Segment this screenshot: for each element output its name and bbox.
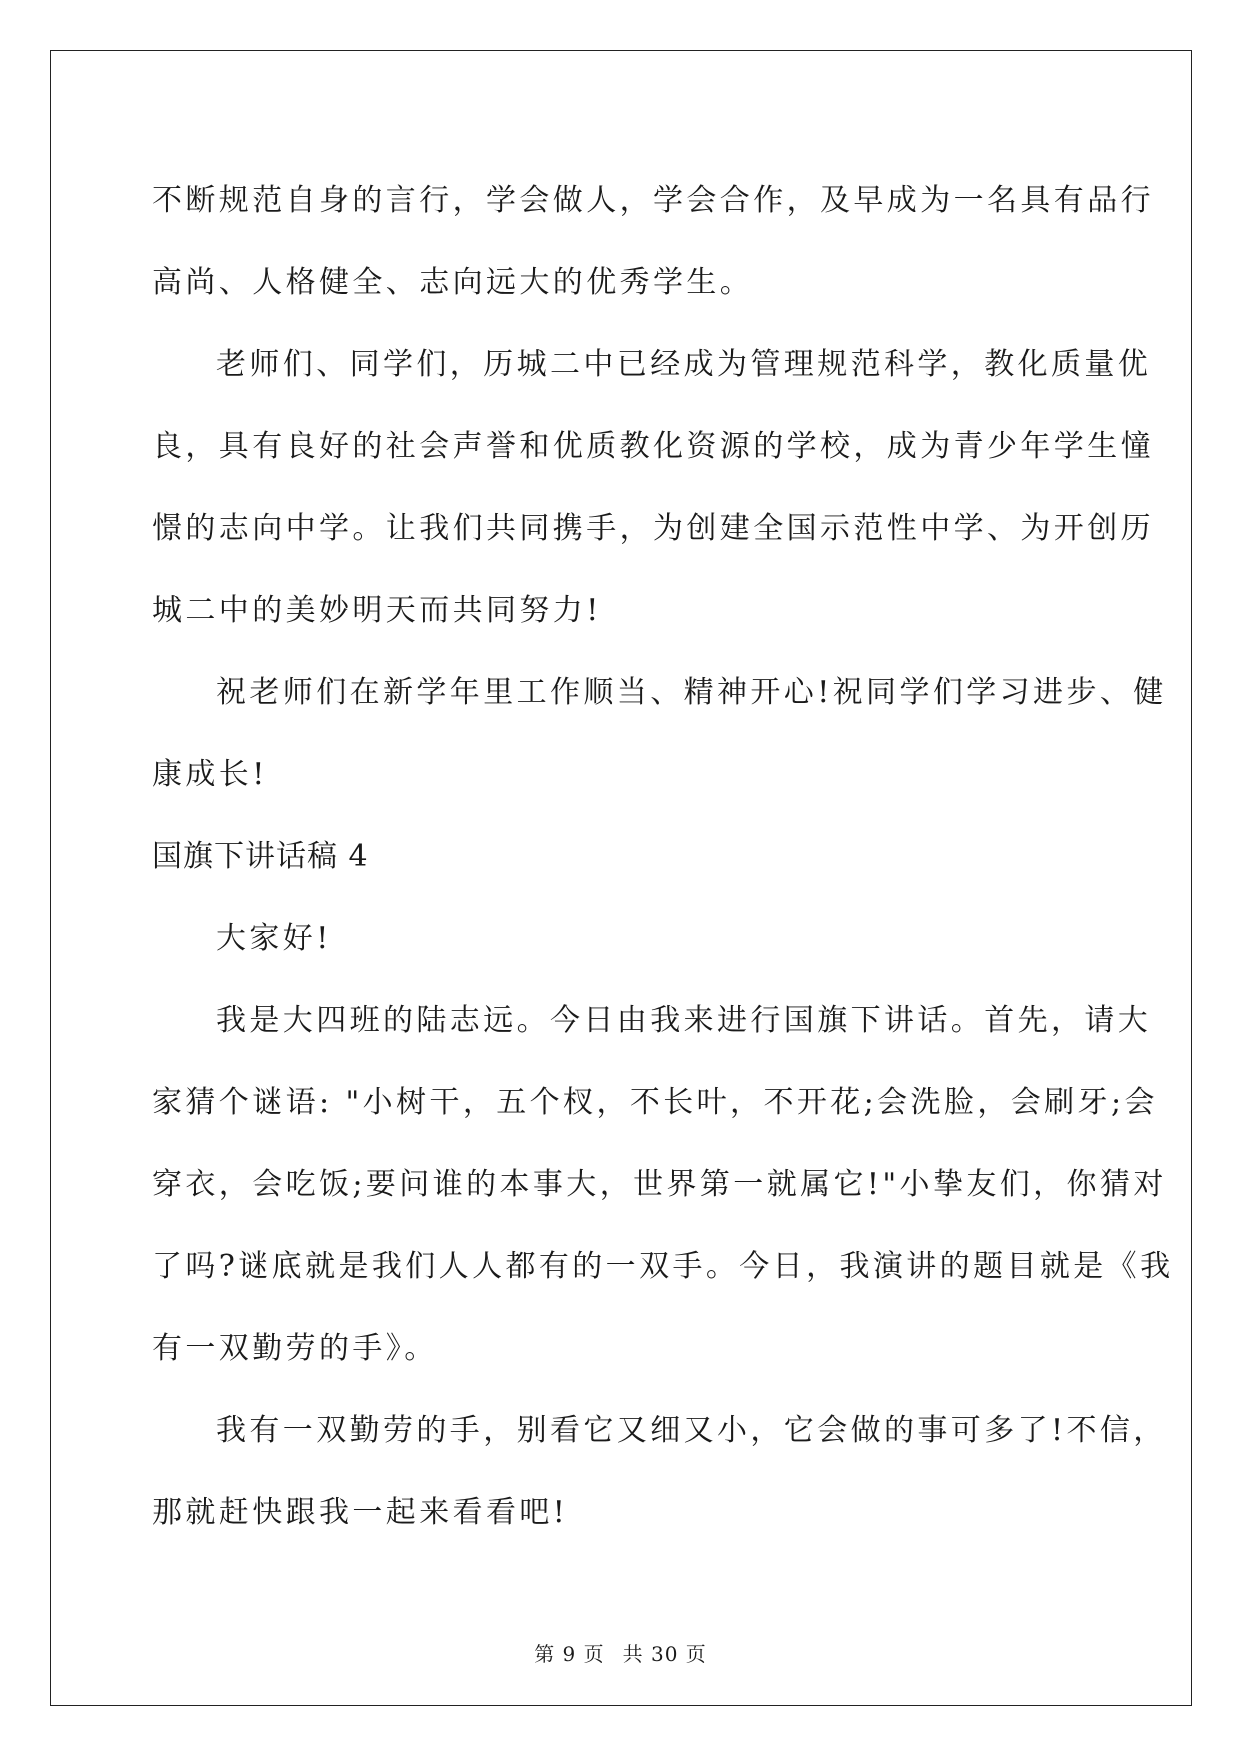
page-total: 共 30 页 xyxy=(622,1642,707,1666)
paragraph-line: 家猜个谜语: "小树干，五个杈，不长叶，不开花;会洗脸，会刷牙;会 xyxy=(152,1085,1158,1120)
paragraph-line: 康成长! xyxy=(152,757,268,792)
page-number: 第 9 页 xyxy=(534,1642,605,1666)
page-footer xyxy=(0,1640,1241,1668)
paragraph-line: 穿衣，会吃饭;要问谁的本事大，世界第一就属它!"小挚友们，你猜对 xyxy=(152,1167,1167,1202)
paragraph-line: 良，具有良好的社会声誉和优质教化资源的学校，成为青少年学生憧 xyxy=(152,429,1154,464)
section-heading: 国旗下讲话稿 4 xyxy=(152,839,369,874)
paragraph-line: 那就赶快跟我一起来看看吧! xyxy=(152,1495,569,1530)
paragraph-line: 我是大四班的陆志远。今日由我来进行国旗下讲话。首先，请大 xyxy=(216,1003,1152,1038)
paragraph-line: 憬的志向中学。让我们共同携手，为创建全国示范性中学、为开创历 xyxy=(152,511,1154,546)
greeting-line: 大家好! xyxy=(216,921,332,956)
paragraph-line: 有一双勤劳的手》。 xyxy=(152,1331,438,1366)
paragraph-line: 不断规范自身的言行，学会做人，学会合作，及早成为一名具有品行 xyxy=(152,183,1154,218)
paragraph-line: 祝老师们在新学年里工作顺当、精神开心!祝同学们学习进步、健 xyxy=(216,675,1167,710)
paragraph-line: 了吗?谜底就是我们人人都有的一双手。今日，我演讲的题目就是《我 xyxy=(152,1249,1174,1284)
paragraph-line: 老师们、同学们，历城二中已经成为管理规范科学，教化质量优 xyxy=(216,347,1152,382)
document-body xyxy=(152,160,1174,1554)
paragraph-line: 我有一双勤劳的手，别看它又细又小，它会做的事可多了!不信， xyxy=(216,1413,1167,1448)
paragraph-line: 高尚、人格健全、志向远大的优秀学生。 xyxy=(152,265,754,300)
paragraph-line: 城二中的美妙明天而共同努力! xyxy=(152,593,602,628)
